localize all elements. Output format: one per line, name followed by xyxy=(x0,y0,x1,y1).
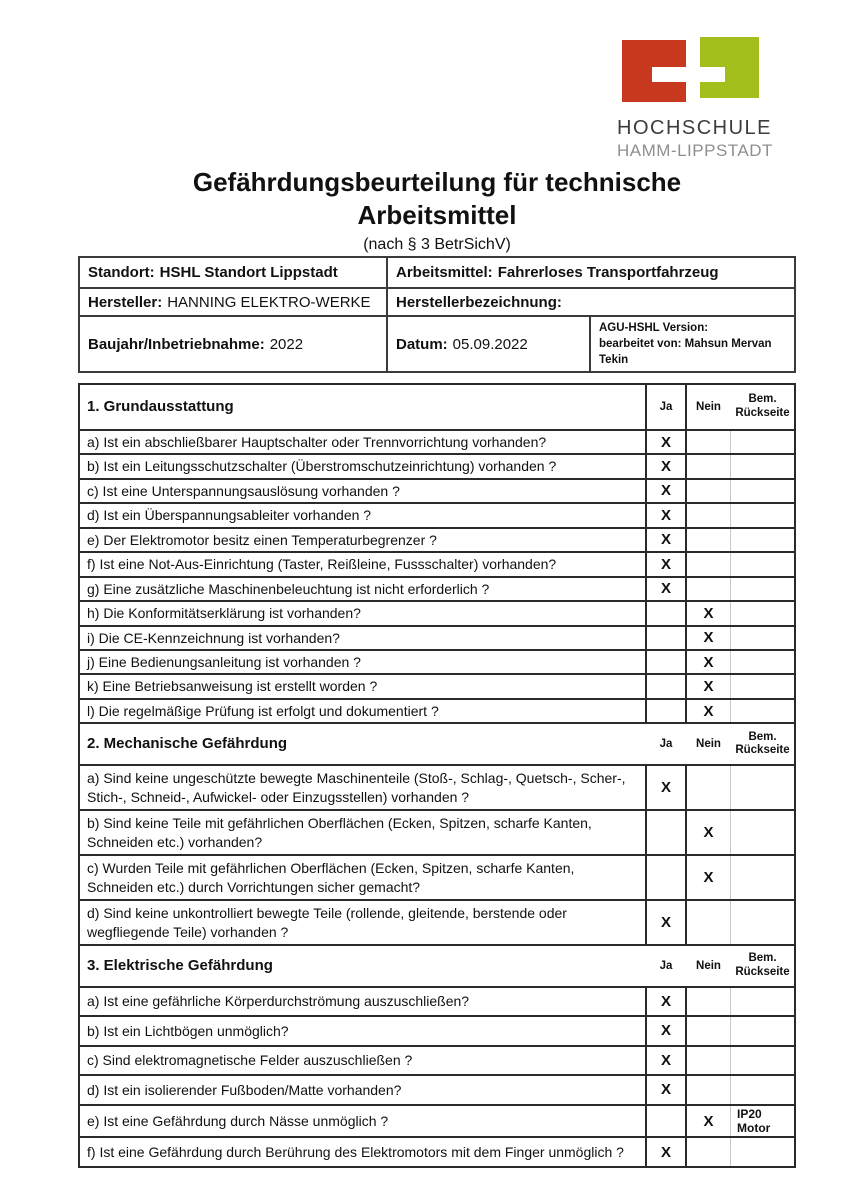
question-cell: c) Wurden Teile mit gefährlichen Oberflächen (Ecken, Spitzen, scharfe Kanten, Schneiden etc.) durch Vorrichtungen sicher gemacht? xyxy=(80,856,647,899)
nein-cell xyxy=(687,988,731,1015)
bem-cell xyxy=(731,504,794,526)
checklist-table xyxy=(78,383,796,1168)
nein-cell xyxy=(687,455,731,477)
bem-cell xyxy=(731,811,794,854)
question-cell: d) Ist ein Überspannungsableiter vorhanden ? xyxy=(80,504,647,526)
col-header-bem-line2: Rückseite xyxy=(735,406,790,419)
ja-cell xyxy=(647,1106,687,1137)
checklist-row xyxy=(80,431,794,455)
bem-cell xyxy=(731,766,794,809)
checklist-row xyxy=(80,602,794,626)
col-header-bem-line1: Bem. xyxy=(748,952,777,965)
checklist-row xyxy=(80,553,794,577)
arbeitsmittel-label: Arbeitsmittel: xyxy=(396,264,493,281)
checklist-row xyxy=(80,1106,794,1139)
col-header-bem-line1: Bem. xyxy=(748,730,777,743)
nein-cell xyxy=(687,504,731,526)
checklist-row xyxy=(80,856,794,901)
checklist-row xyxy=(80,901,794,946)
standort-cell xyxy=(80,258,388,287)
col-header-bem xyxy=(731,724,794,764)
ja-cell: X xyxy=(647,988,687,1015)
section-title: 1. Grundausstattung xyxy=(80,385,647,429)
herstellerbezeichnung-cell xyxy=(388,289,794,315)
question-cell: b) Ist ein Lichtbögen unmöglich? xyxy=(80,1017,647,1044)
question-cell: c) Ist eine Unterspannungsauslösung vorhanden ? xyxy=(80,480,647,502)
col-header-bem xyxy=(731,385,794,429)
baujahr-label: Baujahr/Inbetriebnahme: xyxy=(88,335,265,353)
checklist-row xyxy=(80,455,794,479)
section-title: 3. Elektrische Gefährdung xyxy=(87,956,273,974)
ja-cell: X xyxy=(647,553,687,575)
section-title: 2. Mechanische Gefährdung xyxy=(87,735,288,753)
ja-cell: X xyxy=(647,1138,687,1165)
bem-cell xyxy=(731,480,794,502)
nein-cell: X xyxy=(687,856,731,899)
nein-cell xyxy=(687,431,731,453)
agu-version-line1: AGU-HSHL Version: xyxy=(599,322,709,334)
question-cell: e) Der Elektromotor besitz einen Temperaturbegrenzer ? xyxy=(80,529,647,551)
nein-cell: X xyxy=(687,811,731,854)
checklist-row xyxy=(80,988,794,1017)
nein-cell: X xyxy=(687,627,731,649)
checklist-row xyxy=(80,811,794,856)
datum-value: 05.09.2022 xyxy=(452,335,528,353)
question-cell: k) Eine Betriebsanweisung ist erstellt worden ? xyxy=(80,675,647,697)
bem-cell xyxy=(731,627,794,649)
col-header-ja: Ja xyxy=(659,959,673,972)
col-header-ja: Ja xyxy=(659,738,673,751)
section-header-row xyxy=(80,724,794,766)
page-title-line2: Arbeitsmittel xyxy=(357,200,517,231)
nein-cell: X xyxy=(687,651,731,673)
question-cell: g) Eine zusätzliche Maschinenbeleuchtung ist nicht erforderlich ? xyxy=(80,578,647,600)
col-header-nein: Nein xyxy=(696,959,721,972)
bem-cell xyxy=(731,988,794,1015)
checklist-row xyxy=(80,1017,794,1046)
question-cell: e) Ist eine Gefährdung durch Nässe unmöglich ? xyxy=(80,1106,647,1137)
ja-cell: X xyxy=(647,480,687,502)
ja-cell: X xyxy=(647,901,687,944)
nein-cell xyxy=(687,901,731,944)
nein-cell xyxy=(687,1047,731,1074)
arbeitsmittel-value: Fahrerloses Transportfahrzeug xyxy=(497,264,719,281)
title-block xyxy=(78,166,796,254)
bem-cell xyxy=(731,651,794,673)
bem-cell xyxy=(731,856,794,899)
question-cell: f) Ist eine Gefährdung durch Berührung des Elektromotors mit dem Finger unmöglich ? xyxy=(80,1138,647,1165)
ja-cell xyxy=(647,627,687,649)
nein-cell xyxy=(687,553,731,575)
question-cell: l) Die regelmäßige Prüfung ist erfolgt und dokumentiert ? xyxy=(80,700,647,722)
bem-cell xyxy=(731,553,794,575)
ja-cell: X xyxy=(647,455,687,477)
datum-cell xyxy=(388,317,591,371)
standort-value: HSHL Standort Lippstadt xyxy=(159,264,338,281)
col-header-nein: Nein xyxy=(696,400,721,413)
baujahr-value: 2022 xyxy=(269,335,304,353)
checklist-row xyxy=(80,700,794,724)
hshl-logo xyxy=(617,36,792,161)
col-header-bem xyxy=(731,946,794,986)
info-row-1 xyxy=(80,258,794,289)
checklist-row xyxy=(80,578,794,602)
question-cell: a) Sind keine ungeschützte bewegte Maschinenteile (Stoß-, Schlag-, Quetsch-, Scher-, Stich-, Schneid-, Aufwickel- oder Einzugsstellen) vorhanden ? xyxy=(80,766,647,809)
checklist-row xyxy=(80,1138,794,1165)
col-header-bem-line2: Rückseite xyxy=(735,965,790,978)
standort-label: Standort: xyxy=(88,264,155,281)
page-subtitle: (nach § 3 BetrSichV) xyxy=(363,235,511,253)
nein-cell xyxy=(687,480,731,502)
checklist-row xyxy=(80,766,794,811)
question-cell: d) Ist ein isolierender Fußboden/Matte vorhanden? xyxy=(80,1076,647,1103)
info-row-2 xyxy=(80,289,794,317)
question-cell: a) Ist ein abschließbarer Hauptschalter oder Trennvorrichtung vorhanden? xyxy=(80,431,647,453)
bem-cell xyxy=(731,1017,794,1044)
nein-cell xyxy=(687,1138,731,1165)
ja-cell: X xyxy=(647,1076,687,1103)
page-title-line1: Gefährdungsbeurteilung für technische xyxy=(192,167,682,197)
bem-cell xyxy=(731,455,794,477)
nein-cell xyxy=(687,578,731,600)
ja-cell: X xyxy=(647,504,687,526)
info-row-3 xyxy=(80,317,794,371)
checklist-row xyxy=(80,627,794,651)
bem-cell xyxy=(731,700,794,722)
agu-version-cell xyxy=(591,317,794,371)
page-title xyxy=(78,166,796,233)
question-cell: a) Ist eine gefährliche Körperdurchströmung auszuschließen? xyxy=(80,988,647,1015)
section-header-row xyxy=(80,385,794,431)
bem-cell xyxy=(731,1076,794,1103)
arbeitsmittel-cell xyxy=(388,258,794,287)
nein-cell: X xyxy=(687,602,731,624)
bem-cell xyxy=(731,529,794,551)
nein-cell: X xyxy=(687,700,731,722)
ja-cell: X xyxy=(647,431,687,453)
logo-cross-horizontal xyxy=(652,67,725,82)
nein-cell xyxy=(687,766,731,809)
bem-cell xyxy=(731,901,794,944)
ja-cell xyxy=(647,651,687,673)
bem-cell xyxy=(731,675,794,697)
hshl-logo-icon xyxy=(617,36,762,106)
ja-cell xyxy=(647,602,687,624)
logo-name-line1: HOCHSCHULE xyxy=(617,117,773,139)
question-cell: f) Ist eine Not-Aus-Einrichtung (Taster, Reißleine, Fussschalter) vorhanden? xyxy=(80,553,647,575)
question-cell: h) Die Konformitätserklärung ist vorhanden? xyxy=(80,602,647,624)
agu-version-line2: bearbeitet von: Mahsun Mervan Tekin xyxy=(599,338,772,367)
ja-cell xyxy=(647,856,687,899)
baujahr-cell xyxy=(80,317,388,371)
ja-cell: X xyxy=(647,1017,687,1044)
checklist-row xyxy=(80,675,794,699)
info-table xyxy=(78,256,796,373)
ja-cell: X xyxy=(647,1047,687,1074)
ja-cell xyxy=(647,675,687,697)
question-cell: d) Sind keine unkontrolliert bewegte Teile (rollende, gleitende, berstende oder wegfliegende Teile) vorhanden ? xyxy=(80,901,647,944)
checklist-row xyxy=(80,480,794,504)
bem-cell xyxy=(731,1047,794,1074)
question-cell: i) Die CE-Kennzeichnung ist vorhanden? xyxy=(80,627,647,649)
bem-cell xyxy=(731,1138,794,1165)
checklist-row xyxy=(80,1076,794,1105)
question-cell: c) Sind elektromagnetische Felder auszuschließen ? xyxy=(80,1047,647,1074)
hersteller-cell xyxy=(80,289,388,315)
nein-cell xyxy=(687,529,731,551)
checklist-row xyxy=(80,529,794,553)
col-header-bem-line1: Bem. xyxy=(748,393,777,406)
ja-cell: X xyxy=(647,766,687,809)
checklist-row xyxy=(80,1047,794,1076)
nein-cell: X xyxy=(687,1106,731,1137)
bem-cell: IP20 Motor xyxy=(737,1106,771,1136)
bem-cell xyxy=(731,578,794,600)
ja-cell: X xyxy=(647,529,687,551)
section-header-row xyxy=(80,946,794,988)
hersteller-label: Hersteller: xyxy=(88,293,163,311)
bem-cell xyxy=(731,602,794,624)
question-cell: b) Ist ein Leitungsschutzschalter (Überstromschutzeinrichtung) vorhanden ? xyxy=(80,455,647,477)
logo-name-line2: HAMM-LIPPSTADT xyxy=(617,141,773,160)
col-header-bem-line2: Rückseite xyxy=(735,744,790,757)
ja-cell: X xyxy=(647,578,687,600)
nein-cell xyxy=(687,1076,731,1103)
question-cell: j) Eine Bedienungsanleitung ist vorhanden ? xyxy=(80,651,647,673)
ja-cell xyxy=(647,811,687,854)
col-header-nein: Nein xyxy=(696,738,721,751)
checklist-row xyxy=(80,504,794,528)
nein-cell xyxy=(687,1017,731,1044)
datum-label: Datum: xyxy=(396,335,448,353)
herstellerbezeichnung-label: Herstellerbezeichnung: xyxy=(396,293,562,311)
checklist-row xyxy=(80,651,794,675)
ja-cell xyxy=(647,700,687,722)
col-header-ja: Ja xyxy=(647,385,687,429)
bem-cell xyxy=(731,431,794,453)
question-cell: b) Sind keine Teile mit gefährlichen Oberflächen (Ecken, Spitzen, scharfe Kanten, Schneiden etc.) vorhanden? xyxy=(80,811,647,854)
hersteller-value: HANNING ELEKTRO-WERKE xyxy=(167,293,371,311)
nein-cell: X xyxy=(687,675,731,697)
